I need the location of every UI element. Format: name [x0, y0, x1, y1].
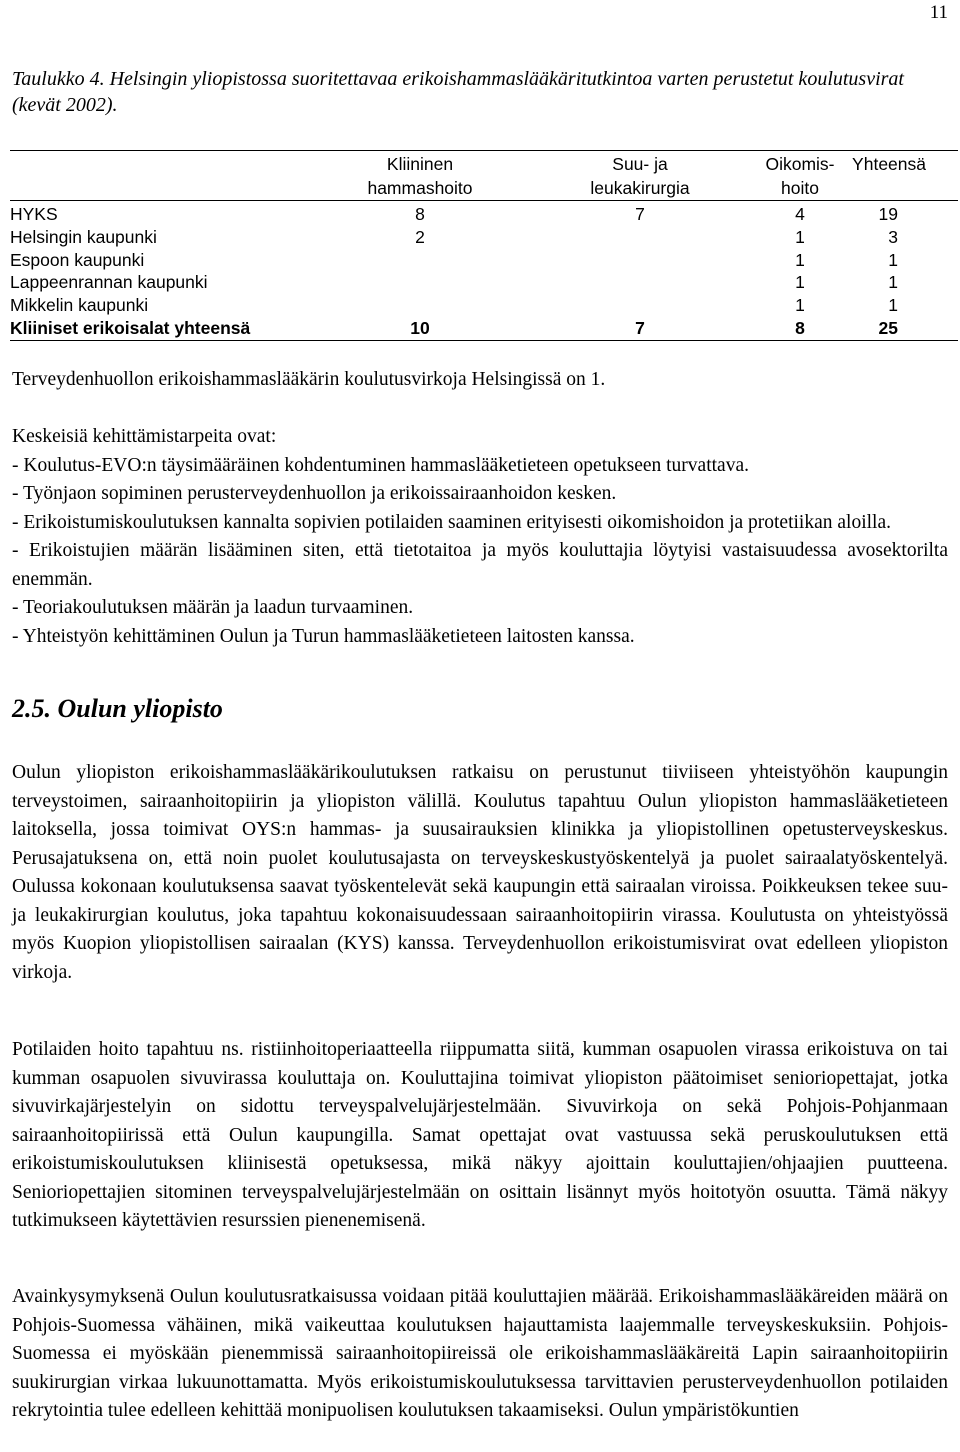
list-item: - Teoriakoulutuksen määrän ja laadun turvaaminen.: [12, 597, 414, 618]
cell-suu: [530, 249, 750, 272]
table-caption: Taulukko 4. Helsingin yliopistossa suoritettavaa erikoishammaslääkäritutkintoa varten perustetut koulutusvirat (kevät 2002).: [12, 68, 904, 116]
cell-suu: [530, 226, 750, 249]
page-number: 11: [929, 2, 948, 23]
list-item: - Työnjaon sopiminen perusterveydenhuollon ja erikoissairaanhoidon kesken.: [12, 483, 617, 504]
cell-oikomis: 4: [795, 204, 805, 224]
cell-oikomis: 1: [795, 226, 805, 247]
row-name: Espoon kaupunki: [10, 249, 145, 270]
cell-kliininen: [310, 271, 530, 294]
cell-suu: 7: [635, 204, 645, 224]
cell-kliininen: 2: [415, 226, 425, 247]
section-title: Oulun yliopisto: [57, 694, 223, 723]
header-empty: [10, 151, 310, 201]
list-item: - Erikoistujien määrän lisääminen siten, että tietotaitoa ja myös kouluttajia löytyisi vastaisuudessa avosektorilta enemmän.: [12, 540, 948, 590]
cell-total: 1: [888, 295, 898, 316]
list-item: - Yhteistyön kehittäminen Oulun ja Turun hammaslääketieteen laitosten kanssa.: [12, 625, 635, 647]
paragraph-2: Potilaiden hoito tapahtuu ns. ristiinhoitoperiaatteella riippumatta siitä, kumman osapuolen virassa erikoistuva on tai kumman osapuolen sivuvirassa kouluttaja on. Kouluttajina toimivat yliopiston päätoimiset senioriopettajat, jotka sivuvirkajärjestelyin on sidottu terveyspalvelujärjestelmään. Sivuvirkoja on sekä Pohjois-Pohjanmaan sairaanhoitopiirissä että Oulun kaupungilla. Samat opettajat ovat vastuussa sekä peruskoulutuksen että erikoistumiskoulutuksen kliinisestä opetuksessa, mikä näkyy ajoittain kouluttajien/ohjaajien puutteena. Senioriopettajien sitominen terveyspalvelujärjestelmään on osittain lisännyt myös hoitotyön osuutta. Tämä näkyy tutkimukseen käytettävien resurssien pienenemisenä.: [12, 1039, 948, 1231]
cell-suu: [530, 294, 750, 317]
row-name: Mikkelin kaupunki: [10, 295, 149, 316]
total-total: 25: [850, 317, 958, 340]
section-number: 2.5.: [12, 694, 51, 723]
cell-oikomis: 1: [795, 295, 805, 316]
cell-total: 1: [888, 272, 898, 293]
header-yhteensa: Yhteensä: [852, 154, 926, 174]
row-name: Lappeenrannan kaupunki: [10, 272, 208, 293]
total-kliininen: 10: [310, 317, 530, 340]
table-row: [10, 271, 958, 294]
header-suu-ja-leukakirurgia: Suu- ja leukakirurgia: [590, 154, 690, 198]
cell-kliininen: [310, 294, 530, 317]
cell-oikomis: 1: [795, 249, 805, 270]
row-name: Helsingin kaupunki: [10, 226, 157, 247]
cell-kliininen: [310, 249, 530, 272]
table-header-row: [10, 151, 958, 201]
header-oikomishoito: Oikomis- hoito: [765, 154, 835, 198]
paragraph-1: Oulun yliopiston erikoishammaslääkärikoulutuksen ratkaisu on perustunut tiiviiseen yhteistyöhön kaupungin terveystoimen, sairaanhoitopiirin ja yliopiston välillä. Koulutus tapahtuu Oulun yliopiston hammaslääketieteen laitoksella, jossa toimivat OYS:n hammas- ja suusairauksien klinikka ja yliopistollinen opetusterveyskeskus. Perusajatuksena on, että noin puolet koulutusajasta on terveyskeskustyöskentelyä ja puolet sairaalatyöskentelyä. Oulussa kokonaan koulutuksensa saavat työskentelevät sekä kaupungin että sairaalan viroissa. Poikkeuksen tekee suu- ja leukakirurgian koulutus, joka tapahtuu kokonaisuudessaan sairaanhoitopiirin virassa. Koulutusta on yhteistyössä myös Kuopion yliopistollisen sairaalan (KYS) kanssa. Terveydenhuollon erikoistumisvirat ovat edelleen yliopiston virkoja.: [12, 762, 948, 983]
cell-oikomis: 1: [795, 272, 805, 293]
development-needs: [12, 423, 948, 651]
row-name: HYKS: [10, 204, 58, 224]
cell-total: 19: [878, 204, 898, 224]
total-oikomis: 8: [750, 317, 850, 340]
positions-table: [10, 150, 958, 341]
cell-total: 3: [888, 226, 898, 247]
cell-kliininen: 8: [415, 204, 425, 224]
table-row: [10, 226, 958, 249]
development-needs-intro: Keskeisiä kehittämistarpeita ovat:: [12, 426, 277, 447]
list-item: - Erikoistumiskoulutuksen kannalta sopivien potilaiden saaminen erityisesti oikomishoidon ja protetiikan aloilla.: [12, 511, 891, 533]
table-row: [10, 294, 958, 317]
list-item: - Koulutus-EVO:n täysimääräinen kohdentuminen hammaslääketieteen opetukseen turvattava.: [12, 454, 749, 476]
table-total-row: [10, 317, 958, 340]
paragraph-3: Avainkysymyksenä Oulun koulutusratkaisussa voidaan pitää kouluttajien määrää. Erikoishammaslääkäreiden määrä on Pohjois-Suomessa vähäinen, mikä vaikeuttaa koulutuksen hajauttamista laajemmalle terveyskeskuksiin. Pohjois-Suomessa ei myöskään pienemmissä sairaanhoitopiireissä ole erikoishammaslääkäreitä Lapin sairaanhoitopiirin suukirurgian virkaa lukuunottamatta. Myös erikoistumiskoulutuksessa tarvittavien perusterveydenhuollon potilaiden rekrytointia tulee edelleen kehittää monipuolisen koulutuksen takaamiseksi. Oulun ympäristökuntien: [12, 1286, 948, 1421]
total-row-name: Kliiniset erikoisalat yhteensä: [10, 317, 310, 340]
table-row: [10, 249, 958, 272]
total-suu: 7: [530, 317, 750, 340]
header-kliininen: Kliininen hammashoito: [367, 154, 473, 198]
terveydenhuolto-note: Terveydenhuollon erikoishammaslääkärin koulutusvirkoja Helsingissä on 1.: [12, 369, 606, 390]
cell-suu: [530, 271, 750, 294]
section-heading: [12, 694, 223, 724]
cell-total: 1: [888, 249, 898, 270]
table-row: [10, 201, 958, 226]
